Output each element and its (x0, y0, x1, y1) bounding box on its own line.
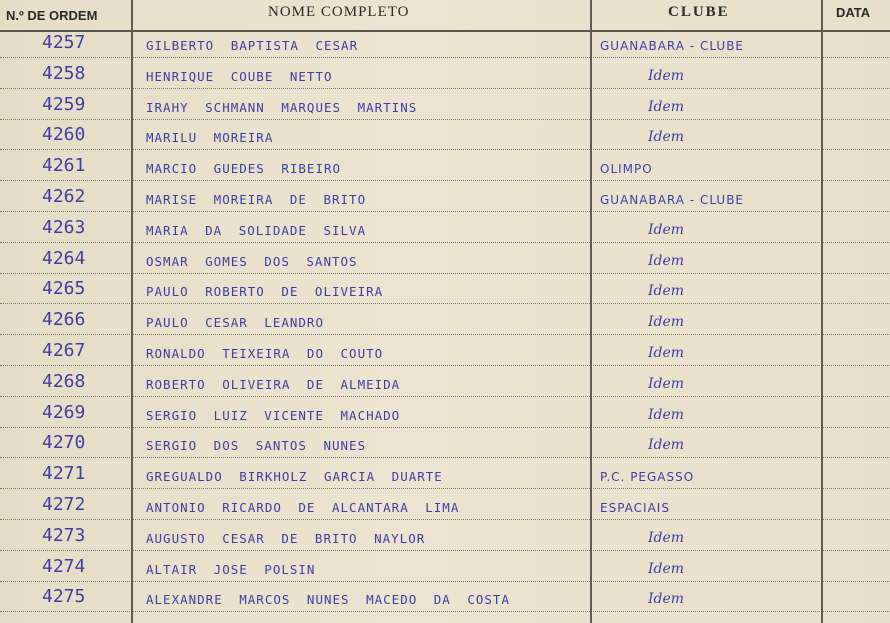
full-name: IRAHY SCHMANN MARQUES MARTINS (146, 100, 418, 115)
row-rule-line (0, 457, 890, 458)
header-nome-completo: NOME COMPLETO (268, 4, 410, 20)
full-name: ALEXANDRE MARCOS NUNES MACEDO DA COSTA (146, 592, 510, 607)
order-number: 4261 (42, 155, 86, 176)
row-rule-line (0, 242, 890, 243)
full-name: AUGUSTO CESAR DE BRITO NAYLOR (146, 531, 426, 546)
order-number: 4259 (42, 94, 86, 115)
row-rule-line (0, 334, 890, 335)
club-name: Idem (648, 376, 685, 392)
row-rule-line (0, 180, 890, 181)
full-name: HENRIQUE COUBE NETTO (146, 69, 333, 84)
order-number: 4263 (42, 217, 86, 238)
full-name: MARISE MOREIRA DE BRITO (146, 192, 367, 207)
row-rule-line (0, 303, 890, 304)
header-ordem: N.º DE ORDEM (6, 8, 98, 23)
full-name: MARCIO GUEDES RIBEIRO (146, 161, 342, 176)
full-name: ROBERTO OLIVEIRA DE ALMEIDA (146, 377, 401, 392)
club-name: OLIMPO (600, 162, 653, 176)
ledger-row (0, 459, 890, 489)
ledger-row (0, 182, 890, 212)
column-divider-ordem (131, 0, 133, 623)
row-rule-line (0, 365, 890, 366)
header-data: DATA (836, 5, 871, 20)
full-name: OSMAR GOMES DOS SANTOS (146, 254, 358, 269)
full-name: RONALDO TEIXEIRA DO COUTO (146, 346, 384, 361)
club-name: P.C. PEGASSO (600, 470, 695, 484)
row-rule-line (0, 149, 890, 150)
club-name: Idem (648, 345, 685, 361)
ledger-row (0, 398, 890, 428)
ledger-row (0, 305, 890, 335)
row-rule-line (0, 519, 890, 520)
club-name: Idem (648, 99, 685, 115)
club-name: Idem (648, 222, 685, 238)
column-divider-clube (821, 0, 823, 623)
full-name: ALTAIR JOSE POLSIN (146, 562, 316, 577)
order-number: 4264 (42, 248, 86, 269)
order-number: 4257 (42, 32, 86, 53)
club-name: Idem (648, 437, 685, 453)
full-name: PAULO CESAR LEANDRO (146, 315, 324, 330)
ledger-row (0, 274, 890, 304)
ledger-row (0, 59, 890, 89)
order-number: 4260 (42, 124, 86, 145)
ledger-row (0, 336, 890, 366)
club-name: Idem (648, 561, 685, 577)
ledger-row (0, 521, 890, 551)
ledger-row (0, 552, 890, 582)
ledger-row (0, 428, 890, 458)
club-name: Idem (648, 591, 685, 607)
ledger-row (0, 120, 890, 150)
ledger-row (0, 244, 890, 274)
club-name: Idem (648, 314, 685, 330)
full-name: MARILU MOREIRA (146, 130, 274, 145)
full-name: SERGIO LUIZ VICENTE MACHADO (146, 408, 401, 423)
column-divider-nome (590, 0, 592, 623)
ledger-row (0, 28, 890, 58)
ledger-row (0, 490, 890, 520)
club-name: Idem (648, 68, 685, 84)
order-number: 4266 (42, 309, 86, 330)
club-name: GUANABARA - CLUBE (600, 193, 745, 207)
row-rule-line (0, 88, 890, 89)
row-rule-line (0, 550, 890, 551)
club-name: Idem (648, 283, 685, 299)
order-number: 4262 (42, 186, 86, 207)
club-name: Idem (648, 253, 685, 269)
order-number: 4267 (42, 340, 86, 361)
full-name: SERGIO DOS SANTOS NUNES (146, 438, 367, 453)
header-clube: CLUBE (668, 4, 730, 20)
ledger-row (0, 151, 890, 181)
club-name: Idem (648, 129, 685, 145)
club-name: Idem (648, 530, 685, 546)
full-name: MARIA DA SOLIDADE SILVA (146, 223, 367, 238)
ledger-row (0, 367, 890, 397)
order-number: 4265 (42, 278, 86, 299)
ledger-row (0, 582, 890, 612)
row-rule-line (0, 211, 890, 212)
full-name: GREGUALDO BIRKHOLZ GARCIA DUARTE (146, 469, 443, 484)
club-name: ESPACIAIS (600, 501, 670, 515)
order-number: 4273 (42, 525, 86, 546)
full-name: GILBERTO BAPTISTA CESAR (146, 38, 359, 53)
full-name: PAULO ROBERTO DE OLIVEIRA (146, 284, 384, 299)
ledger-row (0, 213, 890, 243)
full-name: ANTONIO RICARDO DE ALCANTARA LIMA (146, 500, 460, 515)
row-rule-line (0, 396, 890, 397)
order-number: 4275 (42, 586, 86, 607)
order-number: 4274 (42, 556, 86, 577)
order-number: 4268 (42, 371, 86, 392)
ledger-row (0, 90, 890, 120)
order-number: 4258 (42, 63, 86, 84)
row-rule-line (0, 611, 890, 612)
order-number: 4272 (42, 494, 86, 515)
row-rule-line (0, 57, 890, 58)
order-number: 4270 (42, 432, 86, 453)
club-name: GUANABARA - CLUBE (600, 39, 745, 53)
club-name: Idem (648, 407, 685, 423)
order-number: 4271 (42, 463, 86, 484)
row-rule-line (0, 488, 890, 489)
order-number: 4269 (42, 402, 86, 423)
